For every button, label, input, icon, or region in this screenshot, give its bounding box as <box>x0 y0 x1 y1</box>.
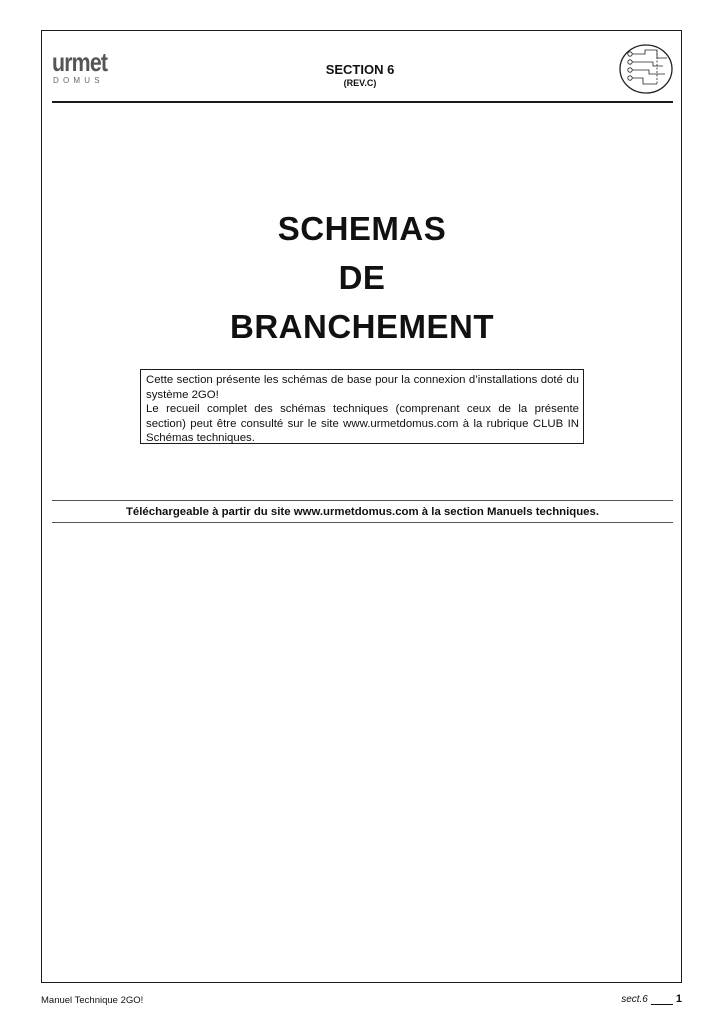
title-line-1: SCHEMAS <box>277 210 447 247</box>
revision-label: (REV.C) <box>343 78 377 88</box>
download-notice: Téléchargeable à partir du site www.urmetdomus.com à la section Manuels techniques. <box>125 506 600 518</box>
download-rule-bottom <box>52 522 673 523</box>
brand-logo <box>52 49 116 89</box>
footer-page-info <box>621 992 682 1007</box>
download-rule-top <box>52 500 673 501</box>
title-line-3: BRANCHEMENT <box>230 308 494 345</box>
title-line-2: DE <box>338 259 386 296</box>
info-paragraph-1: Cette section présente les schémas de base pour la connexion d’installations doté du système 2GO! <box>146 374 579 401</box>
footer-dash <box>651 1004 673 1005</box>
footer-section-label: sect.6 <box>621 994 648 1005</box>
info-paragraph-2: Le recueil complet des schémas techniques (comprenant ceux de la présente section) peut être consulté sur le site www.urmetdomus.com à la rubrique CLUB IN Schémas techniques. <box>146 403 579 444</box>
footer-manual-title: Manuel Technique 2GO! <box>41 995 144 1006</box>
page-title <box>120 204 604 351</box>
header-rule <box>52 101 673 103</box>
wiring-diagram-icon <box>619 44 673 94</box>
info-box <box>140 369 584 444</box>
logo-wordmark: urmet <box>52 47 108 77</box>
section-heading: SECTION 6 <box>325 62 395 77</box>
logo-subtitle: DOMUS <box>53 76 104 85</box>
footer-page-number: 1 <box>675 993 682 1005</box>
